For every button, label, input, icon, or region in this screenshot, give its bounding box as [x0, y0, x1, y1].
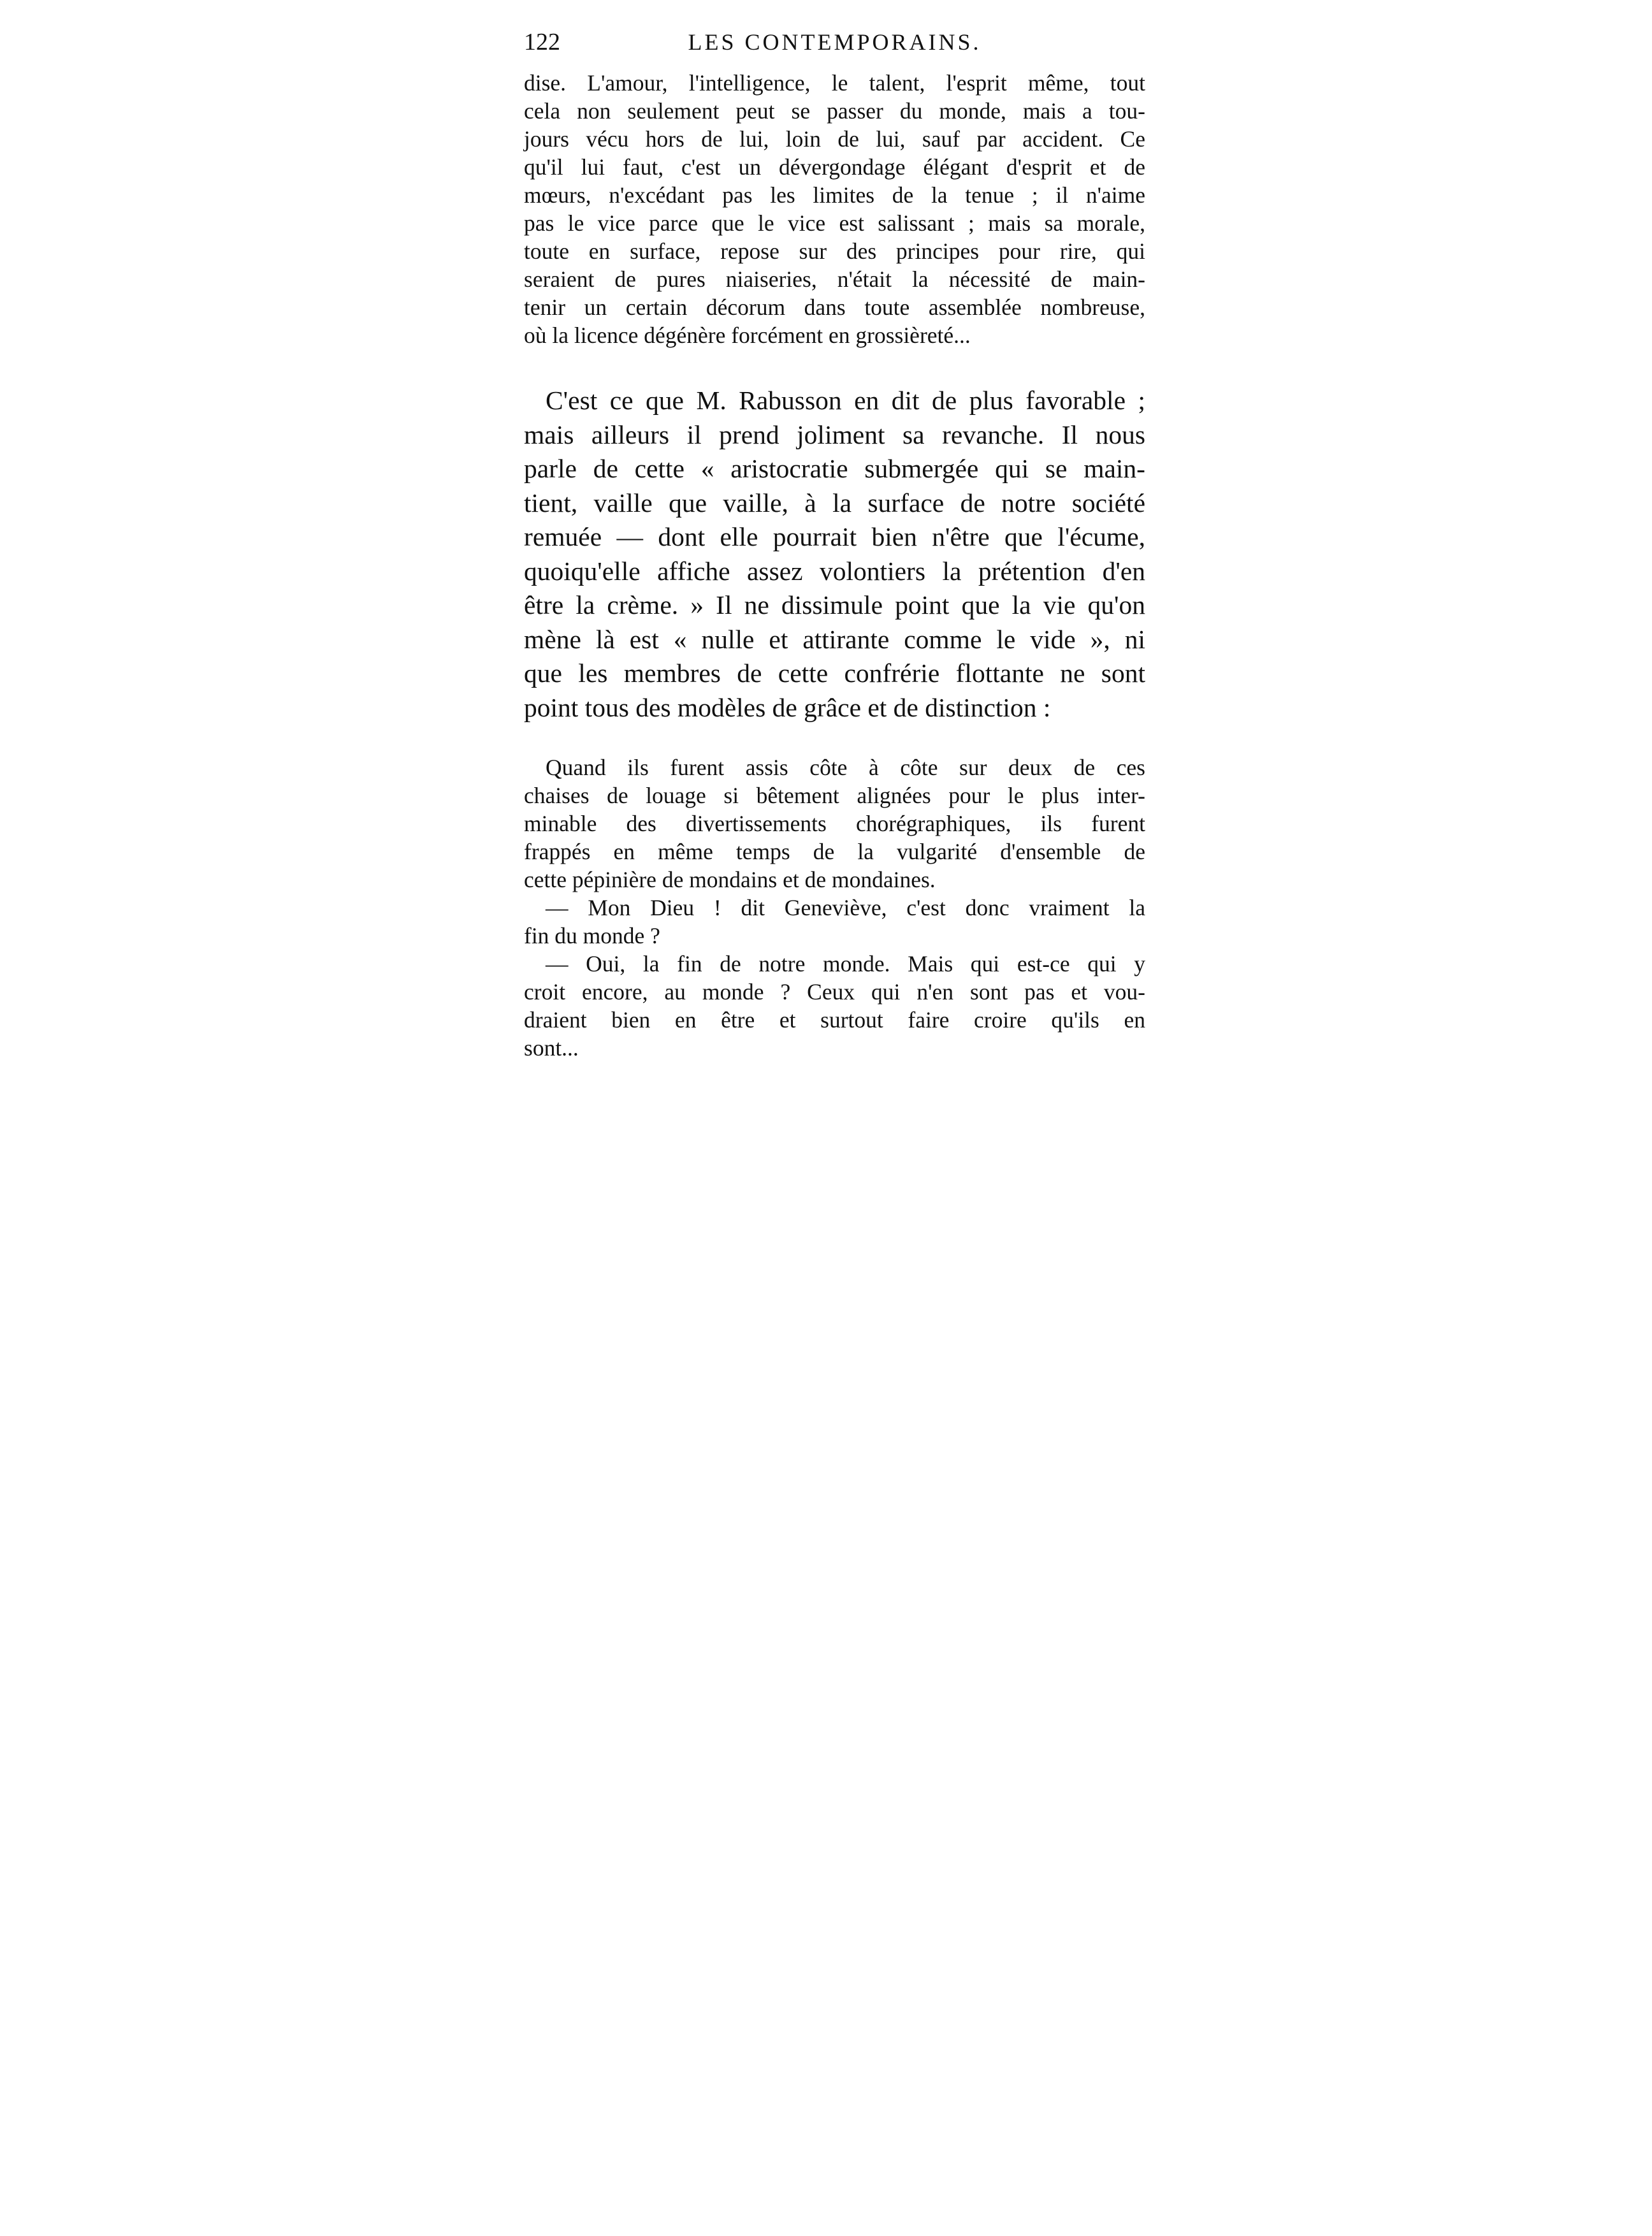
- text-line: C'est ce que M. Rabusson en dit de plus favorable ;: [546, 386, 1145, 415]
- quote-1-paragraph: [524, 69, 1145, 349]
- body-paragraph: [524, 384, 1145, 725]
- text-line: qu'il lui faut, c'est un dévergondage élégant d'esprit et de: [524, 154, 1145, 180]
- text-line: tient, vaille que vaille, à la surface de notre société: [524, 488, 1145, 518]
- text-line: frappés en même temps de la vulgarité d'ensemble de: [524, 839, 1145, 864]
- quote-excerpt-2: [524, 753, 1145, 1062]
- text-line: que les membres de cette confrérie flottante ne sont: [524, 658, 1145, 688]
- page-header: [524, 23, 1145, 61]
- running-title: LES CONTEMPORAINS.: [688, 29, 982, 55]
- text-line: sont...: [524, 1035, 579, 1061]
- text-line: seraient de pures niaiseries, n'était la nécessité de main-: [524, 266, 1145, 292]
- text-line: croit encore, au monde ? Ceux qui n'en sont pas et vou-: [524, 979, 1145, 1005]
- text-line: point tous des modèles de grâce et de distinction :: [524, 692, 1051, 722]
- text-line: tenir un certain décorum dans toute assemblée nombreuse,: [524, 294, 1145, 320]
- text-line: mène là est « nulle et attirante comme le vide », ni: [524, 624, 1145, 654]
- body-paragraph-text: [524, 384, 1145, 725]
- quote-excerpt-1: [524, 69, 1145, 349]
- text-line: être la crème. » Il ne dissimule point que la vie qu'on: [524, 590, 1145, 620]
- text-line: chaises de louage si bêtement alignées pour le plus inter-: [524, 783, 1145, 808]
- text-line: — Oui, la fin de notre monde. Mais qui est-ce qui y: [546, 951, 1145, 976]
- text-line: où la licence dégénère forcément en grossièreté...: [524, 323, 971, 348]
- text-line: mœurs, n'excédant pas les limites de la tenue ; il n'aime: [524, 182, 1145, 208]
- text-line: mais ailleurs il prend joliment sa revanche. Il nous: [524, 419, 1145, 449]
- text-line: Quand ils furent assis côte à côte sur deux de ces: [546, 755, 1145, 780]
- quote-2-paragraph-2: [524, 894, 1145, 950]
- text-line: parle de cette « aristocratie submergée qui se main-: [524, 454, 1145, 483]
- text-line: jours vécu hors de lui, loin de lui, sauf par accident. Ce: [524, 126, 1145, 152]
- page-number: 122: [524, 29, 560, 55]
- text-line: — Mon Dieu ! dit Geneviève, c'est donc vraiment la: [546, 895, 1145, 920]
- text-line: cela non seulement peut se passer du monde, mais a tou-: [524, 98, 1145, 124]
- text-line: cette pépinière de mondains et de mondaines.: [524, 867, 936, 892]
- text-line: draient bien en être et surtout faire croire qu'ils en: [524, 1007, 1145, 1033]
- text-line: remuée — dont elle pourrait bien n'être que l'écume,: [524, 522, 1145, 551]
- text-line: toute en surface, repose sur des principes pour rire, qui: [524, 238, 1145, 264]
- text-line: fin du monde ?: [524, 923, 660, 948]
- text-line: pas le vice parce que le vice est salissant ; mais sa morale,: [524, 210, 1145, 236]
- quote-2-paragraph-1: [524, 753, 1145, 894]
- quote-2-paragraph-3: [524, 950, 1145, 1062]
- text-line: dise. L'amour, l'intelligence, le talent, l'esprit même, tout: [524, 70, 1145, 96]
- text-line: quoiqu'elle affiche assez volontiers la prétention d'en: [524, 556, 1145, 586]
- text-line: minable des divertissements chorégraphiques, ils furent: [524, 811, 1145, 836]
